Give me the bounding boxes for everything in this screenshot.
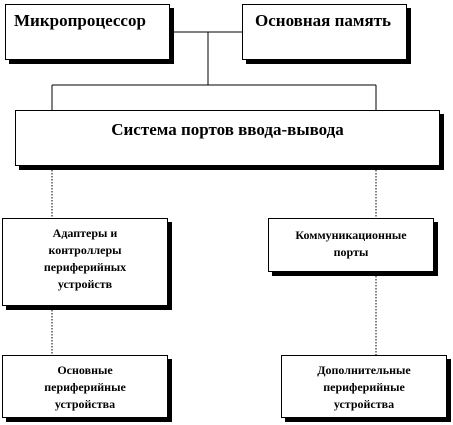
adapters-label: Адаптеры и контроллеры периферийных устройств: [43, 226, 127, 291]
main-memory-box: [242, 4, 407, 60]
io-ports-box: [15, 110, 440, 166]
main-devices-box: [2, 355, 168, 418]
main-memory-label: Основная память: [255, 11, 391, 30]
extra-devices-box: [281, 355, 447, 418]
microprocessor-box: [5, 4, 170, 60]
extra-devices-label: Дополнительные периферийные устройства: [317, 363, 411, 411]
microprocessor-label: Микропроцессор: [14, 11, 146, 30]
main-devices-label: Основные периферийные устройства: [44, 363, 126, 411]
comm-ports-label: Коммуникационные порты: [295, 228, 407, 259]
adapters-box: [2, 218, 168, 306]
io-ports-label: Система портов ввода-вывода: [111, 120, 344, 139]
comm-ports-box: [268, 218, 434, 272]
